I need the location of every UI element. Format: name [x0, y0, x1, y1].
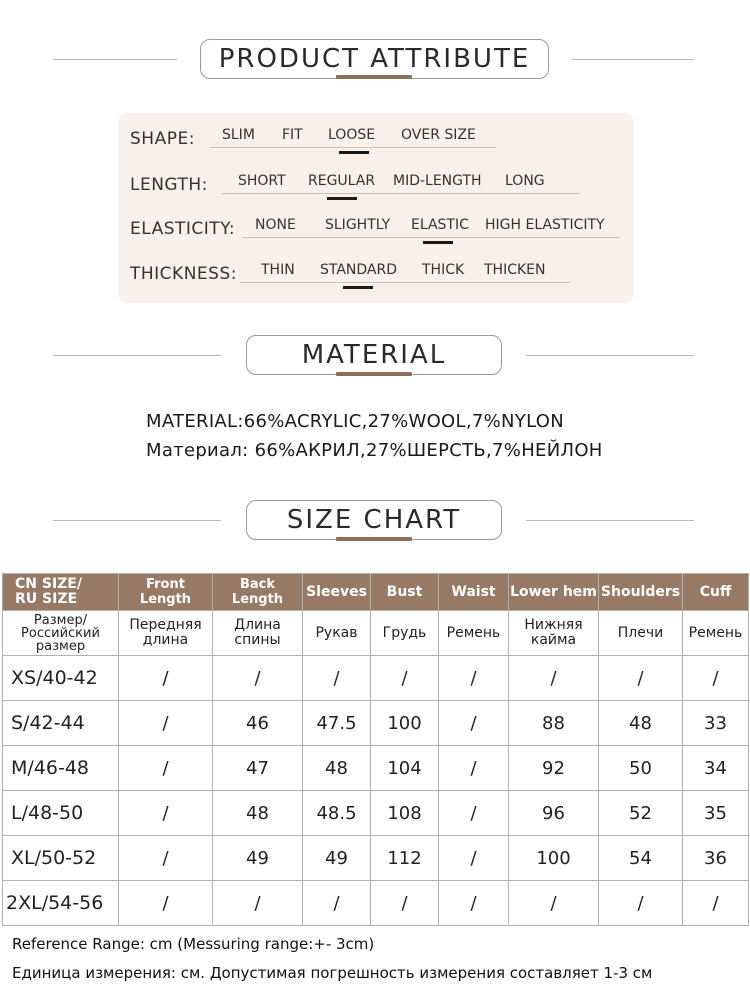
- value-cell: 49: [303, 836, 371, 881]
- value-cell: 48: [213, 791, 303, 836]
- header-cell: Грудь: [371, 611, 439, 656]
- attr-row-shape: [130, 125, 630, 155]
- header-cell: Lower hem: [509, 574, 599, 611]
- value-cell: 35: [683, 791, 749, 836]
- table-header-ru: [3, 611, 749, 656]
- attr-option: THIN: [261, 262, 295, 278]
- table-row: [3, 701, 749, 746]
- size-cell: L/48-50: [3, 791, 119, 836]
- value-cell: /: [119, 701, 213, 746]
- value-cell: /: [119, 791, 213, 836]
- attr-option: THICK: [422, 262, 465, 278]
- value-cell: /: [213, 656, 303, 701]
- value-cell: /: [439, 656, 509, 701]
- value-cell: /: [599, 881, 683, 926]
- value-cell: /: [119, 746, 213, 791]
- attr-option-selected: LOOSE: [328, 127, 376, 143]
- attr-baseline: [210, 147, 496, 148]
- attr-option: SLIM: [222, 127, 255, 143]
- value-cell: 46: [213, 701, 303, 746]
- value-cell: 48.5: [303, 791, 371, 836]
- value-cell: /: [439, 746, 509, 791]
- header-cell: Sleeves: [303, 574, 371, 611]
- value-cell: /: [439, 836, 509, 881]
- reference-note-en: Reference Range: cm (Messuring range:+- 3cm): [12, 935, 375, 953]
- attr-option: HIGH ELASTICITY: [485, 217, 605, 233]
- divider-line-right: [526, 520, 694, 521]
- value-cell: /: [119, 836, 213, 881]
- header-cell: Cuff: [683, 574, 749, 611]
- section-title: PRODUCT ATTRIBUTE: [200, 39, 549, 79]
- value-cell: 34: [683, 746, 749, 791]
- attr-option: LONG: [505, 173, 545, 189]
- value-cell: 33: [683, 701, 749, 746]
- attr-option: THICKEN: [484, 262, 546, 278]
- material-text-ru: Материал: 66%АКРИЛ,27%ШЕРСТЬ,7%НЕЙЛОН: [146, 440, 603, 461]
- attribute-panel: [118, 113, 634, 303]
- attr-option: FIT: [282, 127, 303, 143]
- divider-line-right: [526, 355, 694, 356]
- attr-option: SHORT: [238, 173, 286, 189]
- value-cell: /: [509, 881, 599, 926]
- value-cell: /: [303, 881, 371, 926]
- size-cell: XS/40-42: [3, 656, 119, 701]
- attr-row-thickness: [130, 260, 630, 290]
- value-cell: /: [119, 881, 213, 926]
- attr-baseline: [222, 193, 580, 194]
- value-cell: /: [683, 656, 749, 701]
- value-cell: /: [371, 656, 439, 701]
- value-cell: 36: [683, 836, 749, 881]
- value-cell: /: [439, 791, 509, 836]
- value-cell: /: [439, 701, 509, 746]
- size-chart-table: [2, 573, 749, 926]
- attr-option: NONE: [255, 217, 296, 233]
- value-cell: 112: [371, 836, 439, 881]
- value-cell: /: [371, 881, 439, 926]
- header-cell: Рукав: [303, 611, 371, 656]
- value-cell: /: [599, 656, 683, 701]
- section-title: MATERIAL: [246, 335, 502, 375]
- attr-label: THICKNESS:: [130, 264, 237, 284]
- attr-row-elasticity: [130, 215, 630, 245]
- divider-line-left: [53, 355, 221, 356]
- attr-baseline: [242, 237, 620, 238]
- value-cell: /: [119, 656, 213, 701]
- header-cell: Back Length: [213, 574, 303, 611]
- header-cell: Bust: [371, 574, 439, 611]
- value-cell: 48: [599, 701, 683, 746]
- size-chart-heading: [0, 496, 750, 546]
- material-heading: [0, 331, 750, 381]
- attr-option-selected: ELASTIC: [411, 217, 469, 233]
- table-header-en: [3, 574, 749, 611]
- table-row: [3, 791, 749, 836]
- size-cell: S/42-44: [3, 701, 119, 746]
- attr-option: OVER SIZE: [401, 127, 476, 143]
- value-cell: 52: [599, 791, 683, 836]
- value-cell: 108: [371, 791, 439, 836]
- header-cell: Waist: [439, 574, 509, 611]
- attr-label: ELASTICITY:: [130, 219, 236, 239]
- attr-row-length: [130, 171, 630, 201]
- header-cell: Плечи: [599, 611, 683, 656]
- header-cell: Ремень: [439, 611, 509, 656]
- title-underline: [336, 537, 412, 541]
- header-cell: Передняя длина: [119, 611, 213, 656]
- title-underline: [336, 75, 412, 79]
- divider-line-left: [53, 59, 177, 60]
- table-row: [3, 881, 749, 926]
- section-title: SIZE CHART: [246, 500, 502, 540]
- size-cell: XL/50-52: [3, 836, 119, 881]
- table-row: [3, 836, 749, 881]
- value-cell: 96: [509, 791, 599, 836]
- header-cell: Front Length: [119, 574, 213, 611]
- divider-line-right: [572, 59, 694, 60]
- divider-line-left: [53, 520, 221, 521]
- header-cell: CN SIZE/ RU SIZE: [3, 574, 119, 611]
- attr-baseline: [240, 282, 570, 283]
- value-cell: 88: [509, 701, 599, 746]
- attr-label: LENGTH:: [130, 175, 208, 195]
- attr-option-selected: REGULAR: [308, 173, 376, 189]
- selected-marker: [343, 286, 373, 289]
- header-cell: Нижняя кайма: [509, 611, 599, 656]
- header-cell: Размер/ Российский размер: [3, 611, 119, 656]
- value-cell: 47: [213, 746, 303, 791]
- value-cell: 50: [599, 746, 683, 791]
- reference-note-ru: Единица измерения: см. Допустимая погрешность измерения составляет 1-3 см: [12, 964, 653, 982]
- value-cell: 54: [599, 836, 683, 881]
- selected-marker: [339, 151, 369, 154]
- value-cell: 48: [303, 746, 371, 791]
- value-cell: 47.5: [303, 701, 371, 746]
- selected-marker: [327, 197, 357, 200]
- value-cell: 100: [509, 836, 599, 881]
- attr-option-selected: STANDARD: [320, 262, 398, 278]
- selected-marker: [423, 241, 453, 244]
- attr-label: SHAPE:: [130, 129, 195, 149]
- product-attribute-heading: [0, 35, 750, 85]
- value-cell: /: [683, 881, 749, 926]
- value-cell: 49: [213, 836, 303, 881]
- value-cell: /: [213, 881, 303, 926]
- value-cell: /: [509, 656, 599, 701]
- title-underline: [336, 372, 412, 376]
- value-cell: 104: [371, 746, 439, 791]
- header-cell: Ремень: [683, 611, 749, 656]
- value-cell: /: [439, 881, 509, 926]
- attr-option: SLIGHTLY: [325, 217, 391, 233]
- size-cell: M/46-48: [3, 746, 119, 791]
- table-row: [3, 746, 749, 791]
- header-cell: Shoulders: [599, 574, 683, 611]
- value-cell: 100: [371, 701, 439, 746]
- value-cell: 92: [509, 746, 599, 791]
- material-text-en: MATERIAL:66%ACRYLIC,27%WOOL,7%NYLON: [146, 411, 565, 432]
- size-cell: 2XL/54-56: [3, 881, 119, 926]
- header-cell: Длина спины: [213, 611, 303, 656]
- value-cell: /: [303, 656, 371, 701]
- attr-option: MID-LENGTH: [393, 173, 482, 189]
- table-row: [3, 656, 749, 701]
